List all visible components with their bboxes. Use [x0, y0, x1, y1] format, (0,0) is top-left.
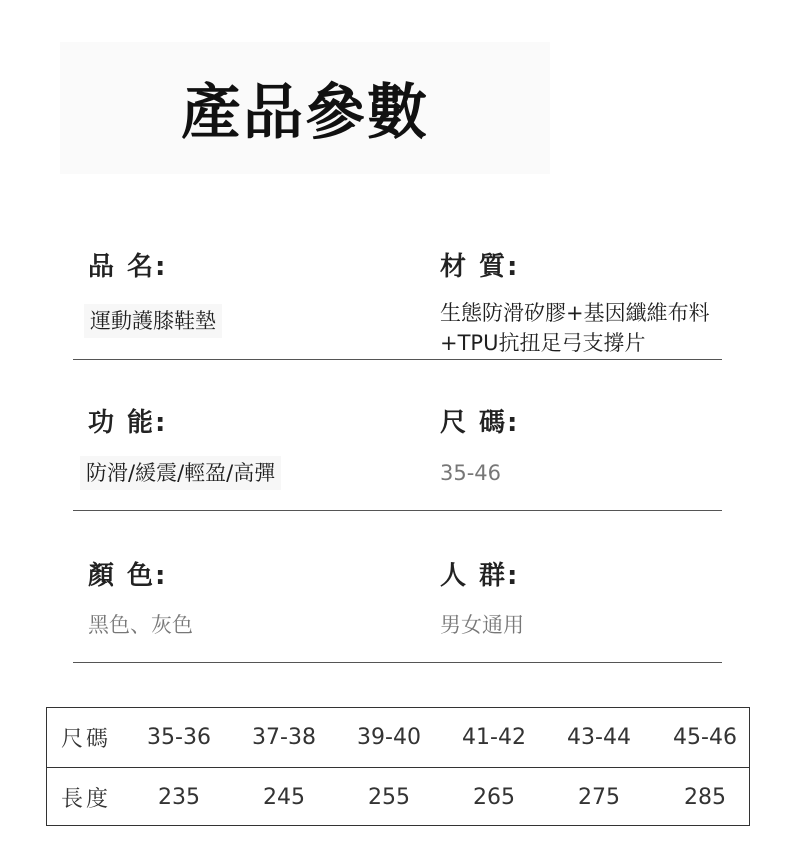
size-cell: 45-46	[673, 725, 737, 750]
color-label: 顏 色:	[88, 561, 168, 591]
size-cell: 41-42	[462, 725, 526, 750]
function-value: 防滑/緩震/輕盈/高彈	[80, 456, 281, 490]
length-cell: 245	[263, 785, 305, 810]
crowd-value: 男女通用	[440, 613, 524, 637]
divider-2	[73, 510, 722, 511]
size-value: 35-46	[440, 461, 502, 485]
product-name-value: 運動護膝鞋墊	[84, 304, 222, 338]
product-name-label: 品 名:	[88, 252, 168, 282]
size-cell: 37-38	[252, 725, 316, 750]
function-label: 功 能:	[88, 408, 168, 438]
size-cell: 35-36	[147, 725, 211, 750]
divider-3	[73, 662, 722, 663]
material-value-line2: +TPU抗扭足弓支撐片	[440, 331, 646, 355]
divider-1	[73, 359, 722, 360]
length-cell: 275	[578, 785, 620, 810]
material-label: 材 質:	[440, 252, 520, 282]
color-value: 黑色、灰色	[88, 613, 193, 637]
length-cell: 255	[368, 785, 410, 810]
length-cell: 265	[473, 785, 515, 810]
material-value-line1: 生態防滑矽膠+基因纖維布料	[440, 301, 710, 325]
length-cell: 285	[684, 785, 726, 810]
size-label: 尺 碼:	[440, 408, 520, 438]
length-row	[47, 768, 749, 827]
size-row-header: 尺碼	[61, 727, 112, 752]
size-cell: 43-44	[567, 725, 631, 750]
length-cell: 235	[158, 785, 200, 810]
page-title: 產品參數	[60, 42, 550, 174]
size-cell: 39-40	[357, 725, 421, 750]
length-row-header: 長度	[61, 787, 112, 812]
size-row	[47, 708, 749, 768]
crowd-label: 人 群:	[440, 561, 520, 591]
size-chart-table	[46, 707, 750, 826]
